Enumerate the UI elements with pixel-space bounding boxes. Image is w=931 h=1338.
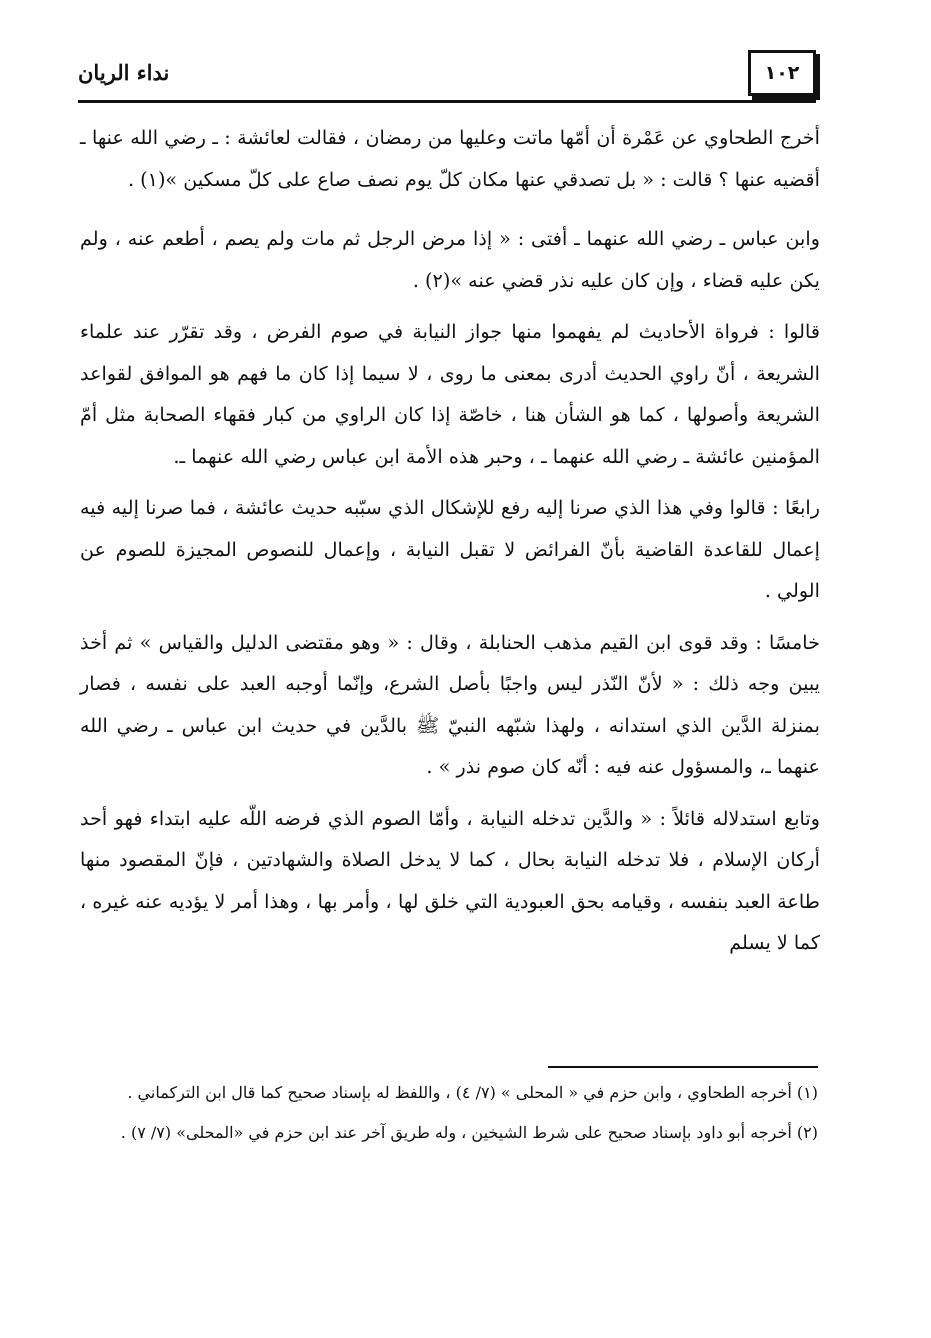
running-title: نداء الريان xyxy=(78,60,170,85)
footnote: (٢) أخرجه أبو داود بإسناد صحيح على شرط الشيخين ، وله طريق آخر عند ابن حزم في «المحلى» (٧/ ٧) . xyxy=(120,1123,818,1142)
paragraph: رابعًا : قالوا وفي هذا الذي صرنا إليه رفع للإشكال الذي سبّبه حديث عائشة ، فما صرنا إليه فيه إعمال للقاعدة القاضية بأنّ الفرائض لا تقبل النيابة ، وإعمال للنصوص المجيزة للصوم عن الولي . xyxy=(73,496,820,602)
paragraph: وتابع استدلاله قائلاً : « والدَّين تدخله النيابة ، وأمّا الصوم الذي فرضه اللّه عليه ابتداء فهو أحد أركان الإسلام ، فلا تدخله النيابة بحال ، كما لا يدخل الصلاة والشهادتين ، فإنّ المقصود منها طاعة العبد بنفسه ، وقيامه بحق العبودية التي خلق لها ، وأمر بها ، وهذا أمر لا يؤديه عنه غيره ، كما لا يسلم xyxy=(73,806,820,954)
page-number-box xyxy=(748,50,816,96)
page-header xyxy=(78,50,816,106)
paragraph: أخرج الطحاوي عن عَمْرة أن أمّها ماتت وعليها من رمضان ، فقالت لعائشة : ـ رضي الله عنها ـ أقضيه عنها ؟ قالت : « بل تصدقي عنها مكان كلّ يوم نصف صاع على كلّ مسكين »(١) . xyxy=(73,126,820,191)
header-rule xyxy=(78,100,816,103)
paragraph: وابن عباس ـ رضي الله عنهما ـ أفتى : « إذا مرض الرجل ثم مات ولم يصم ، أطعم عنه ، ولم يكن عليه قضاء ، وإن كان عليه نذر قضي عنه »(٢) . xyxy=(73,227,820,292)
paragraph: خامسًا : وقد قوى ابن القيم مذهب الحنابلة ، وقال : « وهو مقتضى الدليل والقياس » ثم أخذ يبين وجه ذلك : « لأنّ النّذر ليس واجبًا بأصل الشرع، وإنّما أوجبه العبد على نفسه ، فصار بمنزلة الدَّين الذي استدانه ، ولهذا شبّهه النبيّ ﷺ بالدَّين في حديث ابن عباس ـ رضي الله عنهما ـ، والمسؤول عنه فيه : أنّه كان صوم نذر » . xyxy=(73,630,820,778)
footnote: (١) أخرجه الطحاوي ، وابن حزم في « المحلى » (٧/ ٤) ، واللفظ له بإسناد صحيح كما قال ابن التركماني . xyxy=(127,1083,818,1102)
footnotes xyxy=(96,1078,818,1158)
main-text xyxy=(73,117,820,964)
footnote-separator xyxy=(548,1066,818,1068)
page-number: ١٠٢ xyxy=(764,62,800,84)
paragraph: قالوا : فرواة الأحاديث لم يفهموا منها جواز النيابة في صوم الفرض ، وقد تقرّر عند علماء الشريعة ، أنّ راوي الحديث أدرى بمعنى ما روى ، لا سيما إذا كان ما فهم هو الموافق لقواعد الشريعة وأصولها ، كما هو الشأن هنا ، خاصّة إذا كان الراوي من كبار فقهاء الصحابة مثل أمّ المؤمنين عائشة ـ رضي الله عنهما ـ ، وحبر هذه الأمة ابن عباس رضي الله عنهما ـ. xyxy=(73,320,820,468)
